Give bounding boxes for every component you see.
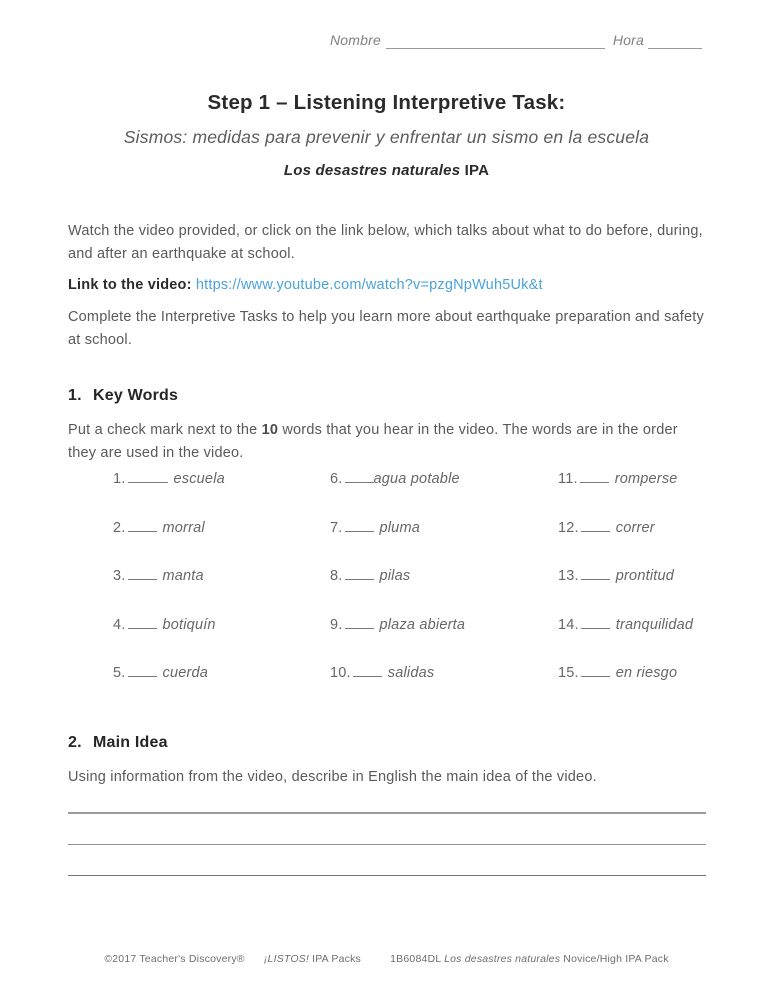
check-blank-line: [580, 469, 609, 483]
check-blank-line: [353, 663, 382, 677]
check-blank-line: [128, 663, 157, 677]
key-word-number: 10.: [330, 665, 351, 682]
key-words-instructions-count: 10: [261, 422, 279, 438]
hora-blank-line: [648, 34, 702, 49]
footer-code: 1B6084DL: [390, 953, 445, 965]
key-word-number: 7.: [330, 519, 343, 536]
key-word-text: en riesgo: [615, 665, 678, 682]
check-blank-line: [128, 518, 157, 532]
check-blank-line: [128, 566, 157, 580]
key-word-item: [330, 469, 558, 518]
key-word-item: [330, 566, 558, 615]
key-word-text: tranquilidad: [615, 616, 694, 633]
key-word-text: cuerda: [162, 665, 209, 682]
key-word-item: [113, 566, 330, 615]
key-word-item: [113, 615, 330, 664]
key-word-number: 2.: [113, 519, 126, 536]
check-blank-line: [345, 615, 374, 629]
key-word-number: 13.: [558, 568, 579, 585]
key-word-item: [558, 566, 713, 615]
key-words-heading: [68, 387, 178, 405]
footer-pack-info: [390, 953, 669, 965]
key-word-text: correr: [615, 519, 655, 536]
key-word-item: [558, 663, 713, 712]
link-label: Link to the video:: [68, 277, 192, 293]
page-subtitle: Sismos: medidas para prevenir y enfrentar un sismo en la escuela: [123, 127, 650, 147]
main-idea-heading: [68, 734, 168, 752]
key-word-number: 3.: [113, 568, 126, 585]
video-link[interactable]: https://www.youtube.com/watch?v=pzgNpWuh5Uk&t: [195, 277, 543, 293]
check-blank-line: [345, 566, 374, 580]
key-word-item: [558, 615, 713, 664]
check-blank-line: [345, 469, 374, 483]
footer-listos: ¡LISTOS!: [263, 953, 310, 965]
key-word-item: [330, 518, 558, 567]
page-footer: [0, 953, 773, 965]
key-word-text: prontitud: [615, 568, 674, 585]
key-word-item: [330, 663, 558, 712]
key-words-instructions: [68, 419, 708, 465]
check-blank-line: [581, 518, 610, 532]
footer-product: [264, 953, 361, 965]
key-word-number: 9.: [330, 616, 343, 633]
nombre-label: Nombre: [330, 32, 381, 48]
key-word-text: escuela: [173, 471, 225, 487]
key-word-text: agua potable: [373, 471, 460, 487]
key-word-text: manta: [162, 568, 204, 585]
key-word-number: 11.: [558, 471, 578, 487]
key-words-heading-label: Key Words: [93, 387, 179, 404]
key-word-text: botiquín: [162, 616, 216, 633]
key-word-item: [558, 469, 713, 518]
footer-copyright: ©2017 Teacher's Discovery®: [104, 953, 245, 965]
key-word-item: [558, 518, 713, 567]
key-word-item: [113, 518, 330, 567]
key-word-number: 4.: [113, 616, 126, 633]
key-word-item: [330, 615, 558, 664]
key-word-text: salidas: [387, 665, 435, 682]
complete-tasks-paragraph: Complete the Interpretive Tasks to help you learn more about earthquake preparation and safety at school.: [68, 309, 704, 348]
page-title: Step 1 – Listening Interpretive Task:: [207, 91, 566, 114]
check-blank-line: [581, 615, 610, 629]
key-word-number: 6.: [330, 471, 343, 487]
key-word-number: 15.: [558, 665, 579, 682]
key-words-instructions-post: words that you hear in the video. The words are in the order they are used in the video.: [68, 422, 678, 461]
check-blank-line: [581, 566, 610, 580]
main-idea-instructions: Using information from the video, describe in English the main idea of the video.: [68, 769, 597, 785]
check-blank-line: [581, 663, 610, 677]
check-blank-line: [128, 469, 168, 483]
answer-line: [68, 875, 706, 876]
key-word-text: pluma: [379, 519, 420, 536]
header-fields: [330, 32, 702, 49]
key-word-text: romperse: [614, 471, 678, 487]
main-idea-number: 2.: [68, 734, 82, 751]
key-word-number: 14.: [558, 616, 579, 633]
series-title-italic: Los desastres naturales: [283, 162, 461, 179]
key-word-text: plaza abierta: [379, 616, 466, 633]
check-blank-line: [128, 615, 157, 629]
answer-line: [68, 812, 706, 814]
key-words-instructions-pre: Put a check mark next to the: [68, 422, 262, 438]
main-idea-heading-label: Main Idea: [93, 734, 168, 751]
series-title-suffix: IPA: [460, 162, 490, 179]
answer-line: [68, 844, 706, 845]
key-word-number: 8.: [330, 568, 343, 585]
key-word-item: [113, 469, 330, 518]
video-link-row: [68, 274, 708, 297]
key-words-number: 1.: [68, 387, 82, 404]
key-word-text: morral: [162, 519, 205, 536]
key-words-grid: [113, 469, 713, 712]
footer-listos-suffix: IPA Packs: [309, 953, 362, 965]
key-word-item: [113, 663, 330, 712]
key-word-number: 5.: [113, 665, 126, 682]
footer-series-suffix: Novice/High IPA Pack: [560, 953, 669, 965]
footer-series: Los desastres naturales: [444, 953, 561, 965]
key-word-text: pilas: [379, 568, 411, 585]
hora-label: Hora: [612, 32, 644, 48]
nombre-blank-line: [386, 34, 605, 49]
series-title: [0, 162, 773, 179]
key-word-number: 12.: [558, 519, 579, 536]
intro-paragraph: Watch the video provided, or click on the link below, which talks about what to do before, during, and after an earthquake at school.: [68, 223, 703, 262]
check-blank-line: [345, 518, 374, 532]
key-word-number: 1.: [113, 471, 126, 487]
